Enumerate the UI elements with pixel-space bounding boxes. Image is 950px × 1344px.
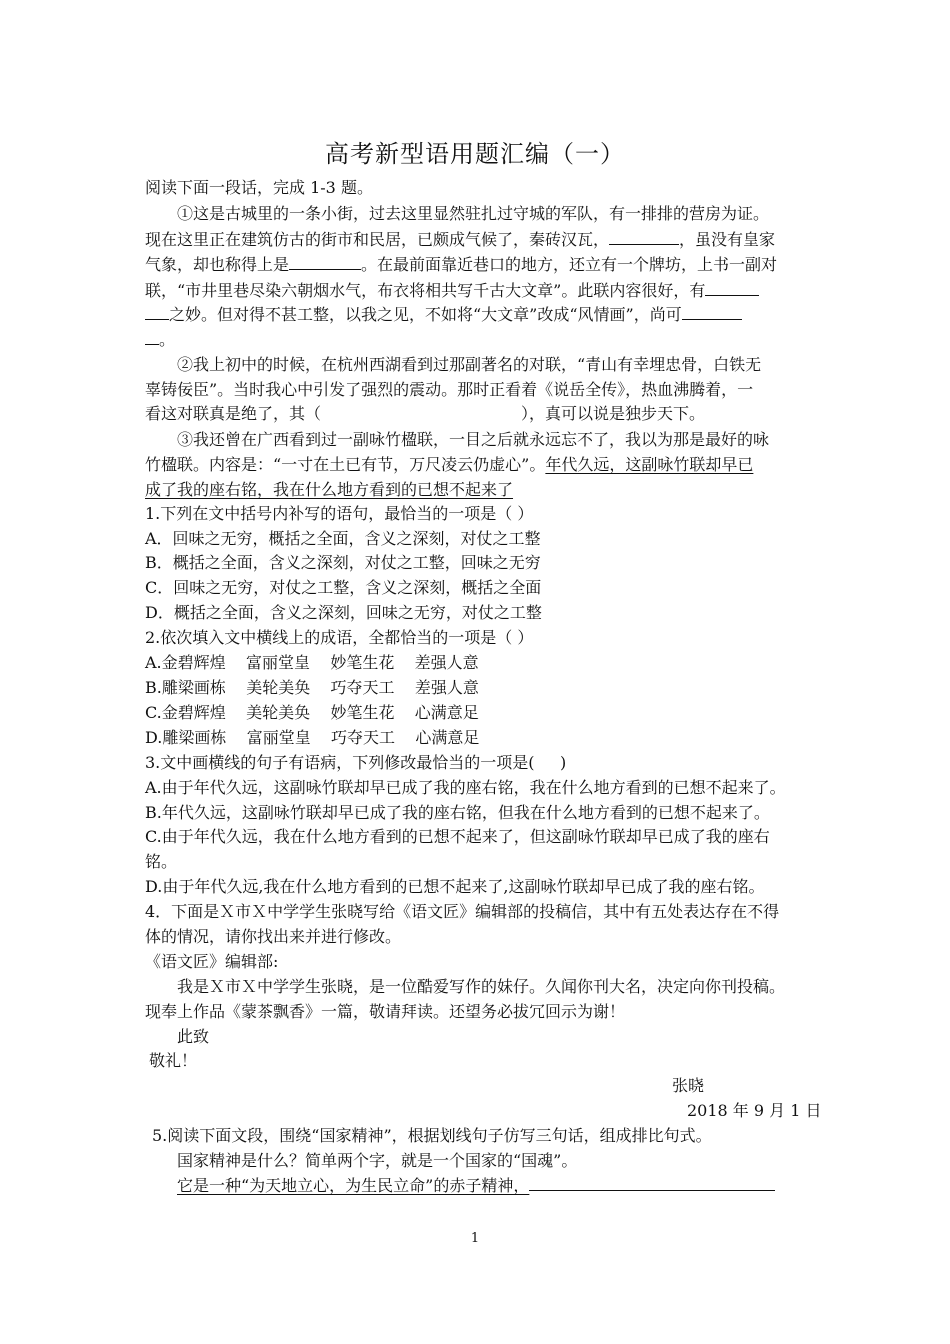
fill-blank-3-cont[interactable] [145, 305, 169, 320]
p1-line-3: 气象，却也称得上是 。在最前面靠近巷口的地方，还立有一个牌坊，上书一副对 [145, 255, 778, 274]
p1-line-2: 现在这里正在建筑仿古的街市和民居，已颇成气候了，秦砖汉瓦， ，虽没有皇家 [145, 230, 776, 249]
q5-line-2 [177, 1175, 775, 1197]
q3-option-d[interactable]: D.由于年代久远,我在什么地方看到的已想不起来了,这副咏竹联却早已成了我的座右铭。 [145, 877, 765, 896]
q3-option-c[interactable]: C.由于年代久远，我在什么地方看到的已想不起来了，但这副咏竹联却早已成了我的座右 [145, 827, 770, 846]
q2-option-a[interactable]: A.金碧辉煌 富丽堂皇 妙笔生花 差强人意 [145, 653, 479, 672]
underlined-sentence: 年代久远，这副咏竹联却早已 [545, 455, 754, 474]
q1-option-d[interactable]: D．概括之全面，含义之深刻，回味之无穷，对仗之工整 [145, 603, 542, 622]
letter-body-line-2: 现奉上作品《蒙茶飘香》一篇，敬请拜读。还望务必拔冗回示为谢！ [145, 1002, 626, 1021]
fill-blank-4-cont[interactable] [145, 330, 159, 345]
p3-line-1: ③我还曾在广西看到过一副咏竹楹联，一目之后就永远忘不了，我以为那是最好的咏 [177, 430, 770, 449]
page-title: 高考新型语用题汇编（一） [325, 140, 625, 168]
q4-stem-line-1: 4．下面是Ｘ市Ｘ中学学生张晓写给《语文匠》编辑部的投稿信，其中有五处表达存在不得 [145, 902, 780, 921]
p2-line-3: 看这对联真是绝了，其（ ），真可以说是独步天下。 [145, 404, 706, 423]
q1-option-a[interactable]: A．回味之无穷，概括之全面，含义之深刻，对仗之工整 [145, 529, 541, 548]
q3-option-b[interactable]: B.年代久远，这副咏竹联却早已成了我的座右铭，但我在什么地方看到的已想不起来了。 [145, 803, 770, 822]
p2-line-1: ②我上初中的时候，在杭州西湖看到过那副著名的对联，“青山有幸埋忠骨，白铁无 [177, 355, 762, 374]
q5-stem: 5.阅读下面文段，围绕“国家精神”，根据划线句子仿写三句话，组成排比句式。 [152, 1126, 712, 1145]
q2-option-c[interactable]: C.金碧辉煌 美轮美奂 妙笔生花 心满意足 [145, 703, 479, 722]
p2-line-2: 辜铸佞臣”。当时我心中引发了强烈的震动。那时正看着《说岳全传》，热血沸腾着，一 [145, 380, 754, 399]
page-number: 1 [470, 1231, 480, 1246]
q3-option-a[interactable]: A.由于年代久远，这副咏竹联却早已成了我的座右铭，我在什么地方看到的已想不起来了。 [145, 778, 786, 797]
fill-blank-2[interactable] [289, 255, 361, 270]
letter-closing-1: 此致 [177, 1027, 210, 1046]
q2-option-b[interactable]: B.雕梁画栋 美轮美奂 巧夺天工 差强人意 [145, 678, 479, 697]
q3-stem: 3.文中画横线的句子有语病，下列修改最恰当的一项是( ) [145, 753, 567, 772]
fill-blank-1[interactable] [609, 230, 679, 245]
p1-line-1: ①这是古城里的一条小街，过去这里显然驻扎过守城的军队，有一排排的营房为证。 [177, 204, 770, 223]
q3-option-c-cont: 铭。 [145, 852, 178, 871]
q1-stem: 1.下列在文中括号内补写的语句，最恰当的一项是（ ） [145, 504, 534, 523]
letter-signature: 张晓 [672, 1076, 705, 1095]
p1-line-6: 。 [145, 329, 175, 351]
letter-closing-2: 敬礼！ [149, 1051, 198, 1070]
q5-answer-blank[interactable] [529, 1176, 775, 1191]
reading-intro: 阅读下面一段话，完成 1-3 题。 [145, 178, 373, 197]
p1-line-5: 之妙。但对得不甚工整，以我之见，不如将“大文章”改成“风情画”，尚可 [145, 304, 742, 326]
p3-line-2: 竹楹联。内容是：“一寸在土已有节，万尺凌云仍虚心”。年代久远，这副咏竹联却早已 [145, 455, 754, 474]
q4-stem-line-2: 体的情况，请你找出来并进行修改。 [145, 927, 402, 946]
q5-line-1: 国家精神是什么？简单两个字，就是一个国家的“国魂”。 [177, 1151, 578, 1170]
letter-date: 2018 年 9 月 1 日 [687, 1101, 822, 1120]
letter-body-line-1: 我是Ｘ市Ｘ中学学生张晓，是一位酷爱写作的妹仔。久闻你刊大名，决定向你刊投稿。 [177, 977, 786, 996]
q2-stem: 2.依次填入文中横线上的成语，全都恰当的一项是（ ） [145, 628, 534, 647]
letter-salutation: 《语文匠》编辑部: [145, 952, 279, 971]
p3-line-3-underlined: 成了我的座右铭，我在什么地方看到的已想不起来了 [145, 480, 514, 499]
q1-option-b[interactable]: B．概括之全面，含义之深刻，对仗之工整，回味之无穷 [145, 553, 541, 572]
q5-underlined-sentence: 它是一种“为天地立心，为生民立命”的赤子精神， [177, 1176, 530, 1195]
q1-option-c[interactable]: C．回味之无穷，对仗之工整，含义之深刻，概括之全面 [145, 578, 542, 597]
p1-line-4: 联，“市井里巷尽染六朝烟水气，布衣将相共写千古大文章”。此联内容很好，有 [145, 280, 759, 302]
fill-blank-4[interactable] [682, 305, 742, 320]
fill-blank-3[interactable] [705, 281, 759, 296]
q2-option-d[interactable]: D.雕梁画栋 富丽堂皇 巧夺天工 心满意足 [145, 728, 480, 747]
